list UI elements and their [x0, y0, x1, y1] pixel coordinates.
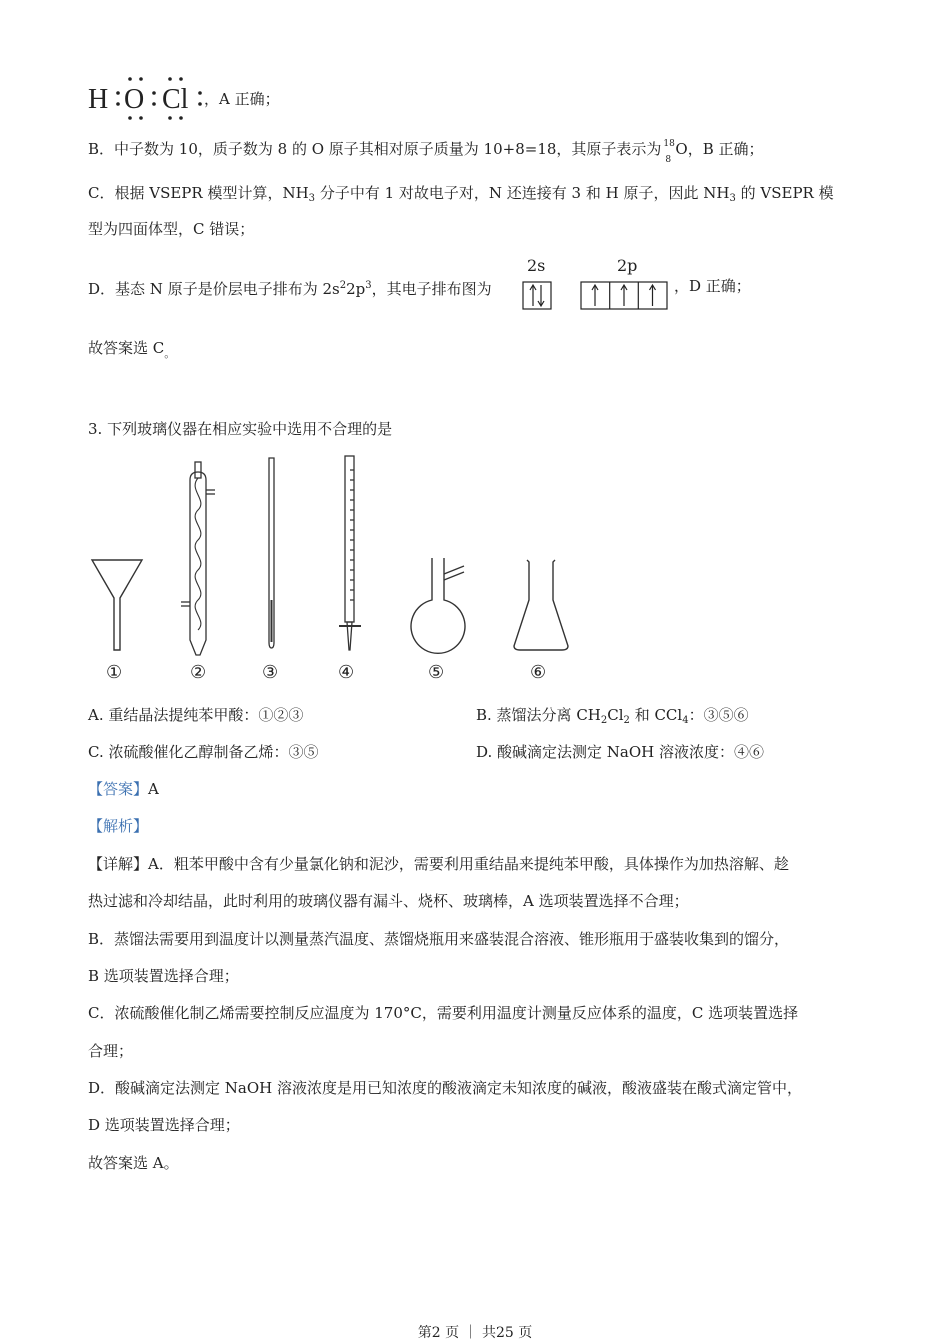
svg-text:H: H — [88, 84, 109, 115]
conical-flask-icon — [514, 560, 568, 650]
detail-line-1 — [88, 853, 789, 875]
option-b-text-1: B. 蒸馏法分离 CH — [476, 706, 601, 724]
explanation-c-text-1: C．根据 VSEPR 模型计算，NH — [88, 184, 309, 202]
mass-number: 18 — [663, 139, 675, 149]
condenser-icon — [181, 462, 215, 655]
subscript: 2 — [600, 715, 608, 726]
explanation-b-text: B．中子数为 10，质子数为 8 的 O 原子其相对原子质量为 10+8=18，其原子表示为 — [88, 140, 662, 158]
lewis-suffix: ，A 正确； — [204, 90, 280, 108]
answer-value: A — [148, 780, 159, 798]
atomic-number: 8 — [665, 155, 672, 165]
detail-line-9: 故答案选 A。 — [88, 1154, 179, 1172]
option-b — [476, 704, 749, 732]
superscript: 3 — [365, 280, 372, 291]
explanation-c-line-2: 型为四面体型，C 错误； — [88, 220, 255, 238]
lewis-structure — [86, 74, 216, 122]
answer-label: 【答案】 — [88, 780, 149, 798]
glassware-figure — [84, 450, 604, 690]
option-d: D. 酸碱滴定法测定 NaOH 溶液浓度：④⑥ — [476, 743, 765, 761]
burette-icon — [339, 456, 361, 650]
orbital-label-2p: 2p — [617, 256, 638, 275]
subscript: 3 — [729, 193, 736, 204]
page-footer: 第2 页 ｜ 共25 页 — [417, 1325, 533, 1341]
distillation-flask-icon — [411, 558, 465, 653]
orbital-boxes — [521, 256, 671, 312]
explanation-b-line — [88, 138, 764, 165]
svg-text:O: O — [124, 84, 145, 115]
detail-line-3: B．蒸馏法需要用到温度计以测量蒸汽温度、蒸馏烧瓶用来盛装混合溶液、锥形瓶用于盛装收集到的馏分， — [88, 930, 790, 948]
glassware-drawing — [84, 450, 604, 690]
explanation-c-line-1 — [88, 182, 834, 210]
apparatus-label-1: ① — [106, 662, 123, 683]
explanation-d-text-3: ，其电子排布图为 — [371, 280, 492, 298]
thermometer-icon — [269, 458, 274, 648]
conclusion-c-mark: 。 — [164, 347, 176, 360]
subscript: 2 — [623, 715, 630, 726]
nuclide-notation — [661, 138, 675, 165]
detail-label: 【详解】 — [88, 855, 149, 873]
nuclide-symbol: O — [675, 140, 688, 158]
explanation-c-text-2: 分子中有 1 对故电子对，N 还连接有 3 和 H 原子，因此 NH — [315, 184, 730, 202]
option-a: A. 重结晶法提纯苯甲酸：①②③ — [88, 706, 304, 724]
subscript: 4 — [682, 715, 689, 726]
lewis-structure-drawing — [86, 74, 216, 122]
apparatus-label-4: ④ — [338, 662, 355, 683]
detail-line-4: B 选项装置选择合理； — [88, 967, 239, 985]
subscript: 3 — [308, 193, 316, 204]
superscript: 2 — [339, 280, 347, 291]
explanation-d-text-2: 2p — [346, 280, 366, 298]
conclusion-c — [88, 337, 175, 365]
answer-line — [88, 778, 159, 800]
apparatus-label-3: ③ — [262, 662, 279, 683]
detail-line-5: C．浓硫酸催化制乙烯需要控制反应温度为 170°C，需要利用温度计测量反应体系的温度，C 选项装置选择 — [88, 1004, 799, 1022]
option-c: C. 浓硫酸催化乙醇制备乙烯：③⑤ — [88, 743, 319, 761]
detail-line-7: D．酸碱滴定法测定 NaOH 溶液浓度是用已知浓度的酸液滴定未知浓度的碱液，酸液盛装在酸式滴定管中， — [88, 1079, 803, 1097]
explanation-c-text-3: 的 VSEPR 模 — [735, 184, 834, 202]
explanation-d-suffix: ，D 正确； — [674, 277, 751, 295]
detail-text-1: A．粗苯甲酸中含有少量氯化钠和泥沙，需要利用重结晶来提纯苯甲酸，具体操作为加热溶解、趁 — [148, 855, 789, 873]
funnel-icon — [92, 560, 142, 650]
question-3-stem: 3. 下列玻璃仪器在相应实验中选用不合理的是 — [88, 420, 393, 438]
orbital-diagram — [521, 256, 671, 312]
orbital-label-2s: 2s — [527, 256, 546, 275]
detail-line-8: D 选项装置选择合理； — [88, 1116, 240, 1134]
explanation-d-text-1: D．基态 N 原子是价层电子排布为 2s — [88, 280, 340, 298]
explanation-d-line — [88, 275, 492, 300]
apparatus-label-5: ⑤ — [428, 662, 445, 683]
option-b-text-4: ：③⑤⑥ — [688, 706, 749, 724]
analysis-label: 【解析】 — [88, 817, 149, 835]
conclusion-c-text: 故答案选 C — [88, 339, 165, 357]
svg-text:Cl: Cl — [162, 84, 189, 115]
apparatus-label-2: ② — [190, 662, 207, 683]
option-b-text-3: 和 CCl — [629, 706, 683, 724]
option-b-text-2: Cl — [607, 706, 624, 724]
detail-line-2: 热过滤和冷却结晶，此时利用的玻璃仪器有漏斗、烧杯、玻璃棒，A 选项装置选择不合理； — [88, 892, 689, 910]
explanation-b-suffix: ，B 正确； — [687, 140, 764, 158]
apparatus-label-6: ⑥ — [530, 662, 547, 683]
detail-line-6: 合理； — [88, 1042, 134, 1060]
